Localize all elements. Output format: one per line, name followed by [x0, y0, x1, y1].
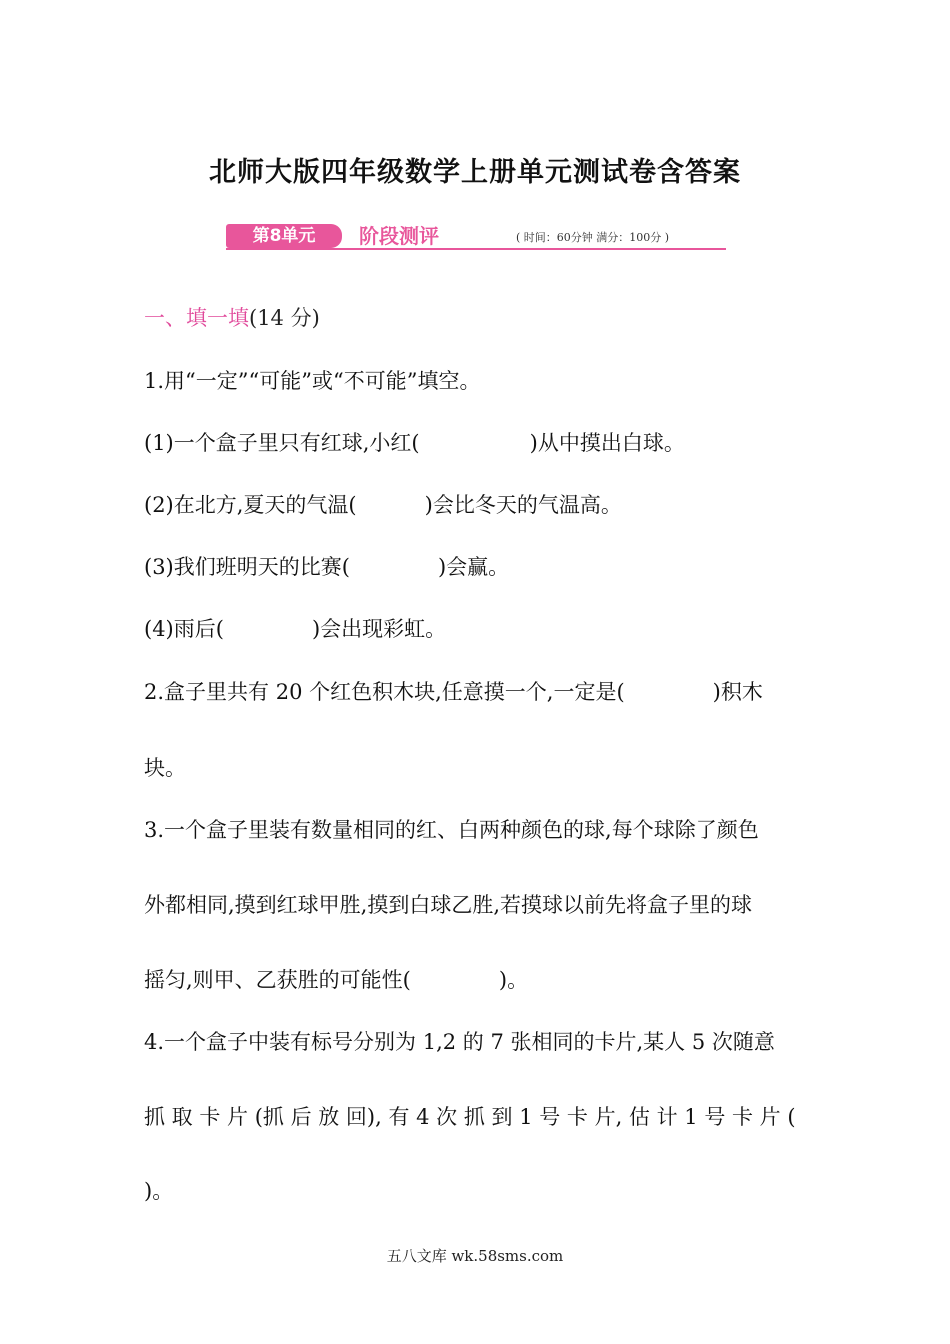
- item-text: )从中摸出白球。: [529, 431, 685, 455]
- time-score-info: ( 时间：60分钟 满分：100分 ): [516, 231, 670, 244]
- question-text: 摇匀,则甲、乙获胜的可能性(: [144, 968, 411, 992]
- section-label: 一、填一填: [144, 306, 249, 330]
- question-text: )积木: [712, 680, 763, 704]
- unit-banner: [226, 222, 726, 252]
- banner-divider: [226, 248, 726, 250]
- item-text: )会出现彩虹。: [311, 617, 447, 641]
- item-text: (2)在北方,夏天的气温(: [144, 493, 357, 517]
- unit-badge: 第8单元: [226, 224, 342, 248]
- item-text: (4)雨后(: [144, 617, 224, 641]
- question-1-item-1: [144, 428, 685, 458]
- question-1-item-2: [144, 490, 622, 520]
- document-title: 北师大版四年级数学上册单元测试卷含答案: [209, 157, 741, 188]
- question-text: )。: [498, 968, 529, 992]
- question-3-line-2: 外都相同,摸到红球甲胜,摸到白球乙胜,若摸球以前先将盒子里的球: [144, 893, 753, 917]
- item-text: (1)一个盒子里只有红球,小红(: [144, 431, 420, 455]
- question-1-item-4: [144, 614, 446, 644]
- question-3-line-3: [144, 965, 528, 995]
- item-text: (3)我们班明天的比赛(: [144, 555, 350, 579]
- question-4-line-2: 抓 取 卡 片 (抓 后 放 回), 有 4 次 抓 到 1 号 卡 片, 估 计 1 号 卡 片 (: [144, 1105, 796, 1129]
- section-heading: [144, 303, 320, 333]
- item-text: )会比冬天的气温高。: [424, 493, 622, 517]
- item-text: )会赢。: [437, 555, 510, 579]
- question-4-line-3: )。: [144, 1179, 174, 1203]
- footer-watermark: 五八文库 wk.58sms.com: [386, 1247, 564, 1265]
- question-1-stem: 1.用“一定”“可能”或“不可能”填空。: [144, 369, 481, 393]
- question-1-item-3: [144, 552, 509, 582]
- question-text: 2.盒子里共有 20 个红色积木块,任意摸一个,一定是(: [144, 680, 625, 704]
- question-3-line-1: 3.一个盒子里装有数量相同的红、白两种颜色的球,每个球除了颜色: [144, 818, 759, 842]
- question-2-line-2: 块。: [144, 756, 186, 780]
- phase-label: 阶段测评: [359, 224, 439, 248]
- question-2-line-1: [144, 677, 763, 707]
- question-4-line-1: 4.一个盒子中装有标号分别为 1,2 的 7 张相同的卡片,某人 5 次随意: [144, 1030, 775, 1054]
- section-points: (14 分): [249, 306, 320, 330]
